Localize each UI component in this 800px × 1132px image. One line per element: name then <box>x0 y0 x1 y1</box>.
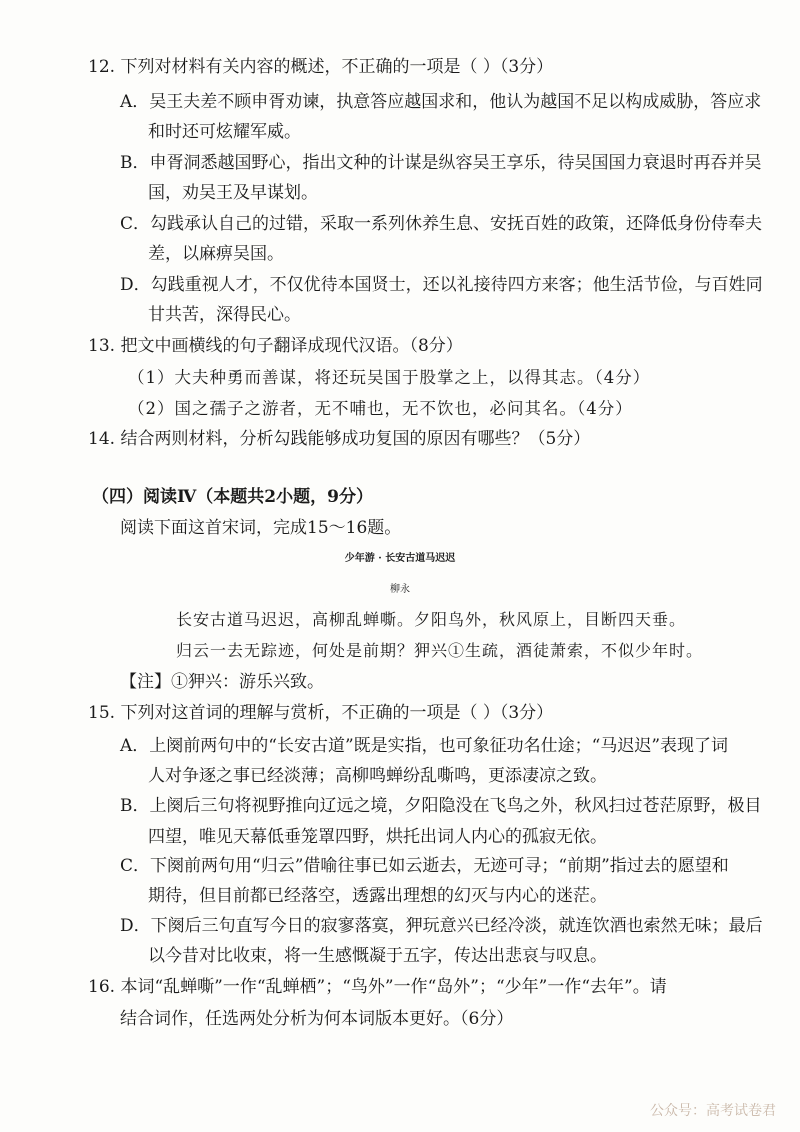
q14-stem: 14. 结合两则材料，分析勾践能够成功复国的原因有哪些？（5分） <box>88 429 591 449</box>
section-heading: （四）阅读Ⅳ（本题共2小题，9分） <box>92 487 373 507</box>
q12-option-c-line2: 差，以麻痹吴国。 <box>148 244 284 264</box>
q15-option-a-line2: 人对争逐之事已经淡薄；高柳鸣蝉纷乱嘶鸣，更添凄凉之致。 <box>148 766 607 786</box>
poem-line-1: 长安古道马迟迟，高柳乱蝉嘶。夕阳鸟外，秋风原上，目断四天垂。 <box>176 610 687 629</box>
poem-note: 【注】①狎兴：游乐兴致。 <box>120 672 324 692</box>
q12-option-d-line2: 甘共苦，深得民心。 <box>148 305 301 325</box>
q15-option-c-line1: C．下阕前两句用“归云”借喻往事已如云逝去，无迹可寻；“前期”指过去的愿望和 <box>120 856 729 876</box>
q16-stem-line2: 结合词作，任选两处分析为何本词版本更好。（6分） <box>120 1009 514 1029</box>
poem-line-2: 归云一去无踪迹，何处是前期？狎兴①生疏，酒徒萧索，不似少年时。 <box>176 641 704 660</box>
q15-option-b-line1: B．上阕后三句将视野推向辽远之境，夕阳隐没在飞鸟之外，秋风扫过苍茫原野，极目 <box>120 796 762 816</box>
q15-option-d-line2: 以今昔对比收束，将一生感慨凝于五字，传达出悲哀与叹息。 <box>148 946 607 966</box>
q12-option-c-line1: C．勾践承认自己的过错，采取一系列休养生息、安抚百姓的政策，还降低身份侍奉夫 <box>120 214 763 234</box>
q13-sentence-2: （2）国之孺子之游者，无不哺也，无不饮也，必问其名。（4分） <box>128 399 633 418</box>
section-instruction: 阅读下面这首宋词，完成15～16题。 <box>120 518 402 538</box>
q12-stem: 12. 下列对材料有关内容的概述，不正确的一项是（ ）（3分） <box>88 57 554 77</box>
q12-option-b-line2: 国，劝吴王及早谋划。 <box>148 183 318 203</box>
q12-option-a-line1: A．吴王夫差不顾申胥劝谏，执意答应越国求和，他认为越国不足以构成威胁，答应求 <box>120 92 762 112</box>
q15-option-a-line1: A．上阕前两句中的“长安古道”既是实指，也可象征功名仕途；“马迟迟”表现了词 <box>120 736 729 756</box>
q12-option-a-line2: 和时还可炫耀军威。 <box>148 122 301 142</box>
q15-option-d-line1: D．下阕后三句直写今日的寂寥落寞，狎玩意兴已经冷淡，就连饮酒也索然无味；最后 <box>120 916 763 936</box>
q12-option-d-line1: D．勾践重视人才，不仅优待本国贤士，还以礼接待四方来客；他生活节俭，与百姓同 <box>120 275 763 295</box>
q13-sentence-1: （1）大夫种勇而善谋，将还玩吴国于股掌之上，以得其志。（4分） <box>128 368 651 387</box>
q15-stem: 15. 下列对这首词的理解与赏析，不正确的一项是（ ）（3分） <box>88 703 554 723</box>
q13-stem: 13. 把文中画横线的句子翻译成现代汉语。（8分） <box>88 336 463 356</box>
q12-option-b-line1: B．申胥洞悉越国野心，指出文种的计谋是纵容吴王享乐，待吴国国力衰退时再吞并吴 <box>120 153 762 173</box>
q16-stem-line1: 16. 本词“乱蝉嘶”一作“乱蝉栖”；“鸟外”一作“岛外”；“少年”一作“去年”。请 <box>88 977 667 997</box>
poem-title: 少年游 · 长安古道马迟迟 <box>344 553 456 564</box>
q15-option-b-line2: 四望，唯见天幕低垂笼罩四野，烘托出词人内心的孤寂无依。 <box>148 827 607 847</box>
poem-author: 柳永 <box>390 584 410 595</box>
q15-option-c-line2: 期待，但目前都已经落空，透露出理想的幻灭与内心的迷茫。 <box>148 886 607 906</box>
watermark: 公众号：高考试卷君 <box>650 1103 776 1119</box>
